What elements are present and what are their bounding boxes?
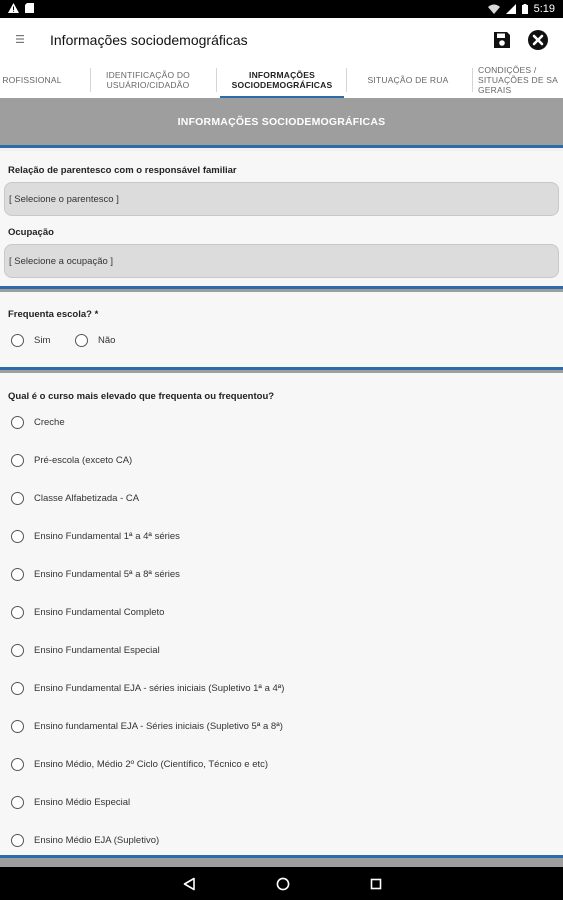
radio-label: Ensino Fundamental Completo: [34, 607, 165, 618]
tab-informacoes-sociodemograficas[interactable]: INFORMAÇÕES SOCIODEMOGRÁFICAS: [220, 62, 344, 98]
curso-option[interactable]: [11, 644, 160, 657]
radio-button[interactable]: [11, 720, 24, 733]
radio-label: Pré-escola (exceto CA): [34, 455, 133, 466]
radio-label: Ensino Fundamental 1ª a 4ª séries: [34, 531, 180, 542]
warning-icon: [8, 3, 19, 16]
tab-bar: [0, 62, 563, 98]
close-icon[interactable]: [525, 27, 551, 53]
curso-option[interactable]: [11, 568, 180, 581]
radio-button[interactable]: [11, 834, 24, 847]
radio-label: Ensino fundamental EJA - Séries iniciais (Supletivo 5ª a 8ª): [34, 721, 283, 732]
curso-option[interactable]: [11, 416, 65, 429]
radio-button[interactable]: [11, 682, 24, 695]
ocupacao-label: Ocupação: [8, 227, 54, 238]
ocupacao-select[interactable]: [4, 244, 559, 278]
radio-button[interactable]: [11, 606, 24, 619]
save-icon[interactable]: [489, 27, 515, 53]
radio-button[interactable]: [11, 454, 24, 467]
tab-profissional[interactable]: ROFISSIONAL: [2, 75, 62, 85]
menu-icon[interactable]: [16, 31, 34, 49]
battery-icon: [522, 4, 528, 14]
radio-button[interactable]: [11, 758, 24, 771]
signal-icon: [506, 4, 516, 14]
status-bar: [0, 0, 563, 18]
curso-option[interactable]: [11, 720, 283, 733]
curso-option[interactable]: [11, 492, 139, 505]
curso-option[interactable]: [11, 796, 130, 809]
section-header: [0, 98, 563, 148]
radio-button[interactable]: [11, 568, 24, 581]
tab-divider: [472, 68, 473, 92]
curso-option[interactable]: [11, 834, 159, 847]
curso-option[interactable]: [11, 454, 132, 467]
curso-option[interactable]: [11, 682, 284, 695]
panel-escola: [0, 292, 563, 367]
radio-label: Não: [98, 335, 116, 346]
radio-label: Ensino Médio Especial: [34, 797, 131, 808]
radio-button[interactable]: [11, 334, 24, 347]
recents-icon[interactable]: [370, 878, 382, 890]
navigation-bar: [0, 867, 563, 900]
ocupacao-value: [ Selecione a ocupação ]: [9, 255, 114, 267]
section-title: INFORMAÇÕES SOCIODEMOGRÁFICAS: [177, 115, 386, 128]
radio-nao[interactable]: [75, 334, 115, 347]
escola-label: Frequenta escola? *: [8, 309, 99, 320]
tab-condicoes-saude[interactable]: CONDIÇÕES / SITUAÇÕES DE SA GERAIS: [478, 65, 558, 95]
tab-divider: [216, 68, 217, 92]
curso-option[interactable]: [11, 606, 164, 619]
home-icon[interactable]: [276, 877, 290, 891]
curso-option[interactable]: [11, 530, 180, 543]
radio-label: Sim: [34, 335, 51, 346]
radio-button[interactable]: [11, 416, 24, 429]
tab-situacao-de-rua[interactable]: SITUAÇÃO DE RUA: [367, 75, 449, 85]
page-title: Informações sociodemográficas: [50, 32, 248, 48]
app-bar: [0, 18, 563, 62]
parentesco-label: Relação de parentesco com o responsável familiar: [8, 165, 237, 176]
radio-button[interactable]: [11, 796, 24, 809]
radio-label: Ensino Fundamental EJA - séries iniciais (Supletivo 1ª a 4ª): [34, 683, 285, 694]
parentesco-select[interactable]: [4, 182, 559, 216]
radio-label: Classe Alfabetizada - CA: [34, 493, 140, 504]
back-icon[interactable]: [182, 877, 196, 891]
wifi-icon: [488, 4, 500, 14]
tab-identificacao[interactable]: IDENTIFICAÇÃO DO USUÁRIO/CIDADÃO: [106, 70, 190, 90]
curso-label: Qual é o curso mais elevado que frequenta ou frequentou?: [8, 391, 275, 402]
tab-divider: [90, 68, 91, 92]
radio-label: Ensino Médio EJA (Supletivo): [34, 835, 160, 846]
radio-button[interactable]: [11, 492, 24, 505]
radio-label: Ensino Médio, Médio 2º Ciclo (Científico, Técnico e etc): [34, 759, 269, 770]
radio-label: Creche: [34, 417, 65, 428]
radio-sim[interactable]: [11, 334, 50, 347]
clock-time: 5:19: [533, 3, 555, 15]
section-divider: [0, 858, 563, 867]
radio-button[interactable]: [11, 644, 24, 657]
panel-curso: [0, 373, 563, 855]
panel-dropdowns: [0, 151, 563, 286]
radio-button[interactable]: [75, 334, 88, 347]
radio-label: Ensino Fundamental Especial: [34, 645, 160, 656]
curso-option[interactable]: [11, 758, 268, 771]
radio-label: Ensino Fundamental 5ª a 8ª séries: [34, 569, 180, 580]
parentesco-value: [ Selecione o parentesco ]: [9, 193, 119, 205]
tab-divider: [346, 68, 347, 92]
sd-card-icon: [25, 3, 34, 16]
radio-button[interactable]: [11, 530, 24, 543]
